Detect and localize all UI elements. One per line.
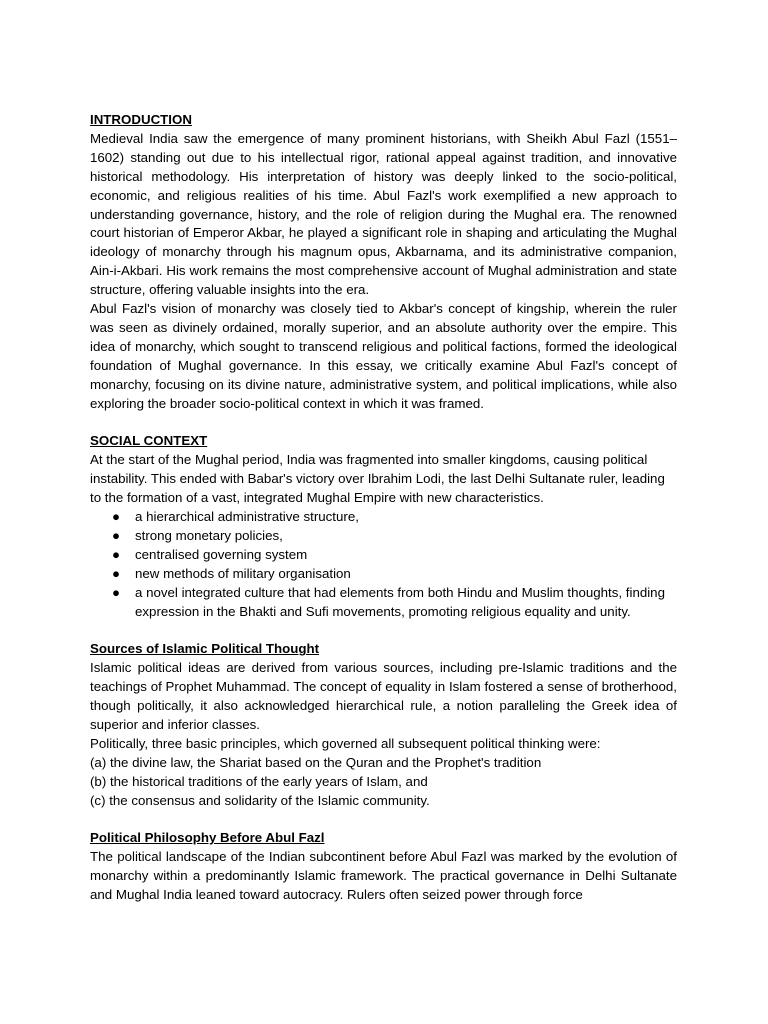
sources-line: (a) the divine law, the Shariat based on the Quran and the Prophet's tradition	[90, 754, 542, 770]
before-abul-fazl-paragraph: The political landscape of the Indian subcontinent before Abul Fazl was marked by the evolution of monarchy within a predominantly Islamic framework. The practical governance in Delhi Sultanate and Mughal India leaned toward autocracy. Rulers often seized power through force	[90, 849, 677, 903]
list-item	[90, 546, 677, 565]
social-context-heading: SOCIAL CONTEXT	[90, 433, 208, 449]
list-item-text: strong monetary policies,	[135, 527, 283, 543]
section-spacer	[90, 621, 677, 640]
list-item-text: centralised governing system	[135, 546, 308, 562]
introduction-paragraph-1: Medieval India saw the emergence of many prominent historians, with Sheikh Abul Fazl (1551–1602) standing out due to his intellectual rigor, rational appeal against tradition, and innovative historical methodology. His interpretation of history was deeply linked to the socio-political, economic, and religious realities of his time. Abul Fazl's work exemplified a new approach to understanding governance, history, and the role of religion during the Mughal era. The renowned court historian of Emperor Akbar, he played a significant role in shaping and articulating the Mughal ideology of monarchy through his magnum opus, Akbarnama, and its administrative companion, Ain-i-Akbari. His work remains the most comprehensive account of Mughal administration and state structure, offering valuable insights into the era.	[90, 130, 677, 298]
sources-line: (b) the historical traditions of the early years of Islam, and	[90, 773, 428, 789]
sources-line: (c) the consensus and solidarity of the Islamic community.	[90, 792, 430, 808]
bullet-icon: ●	[112, 509, 121, 525]
list-item	[90, 527, 677, 546]
sources-line: Politically, three basic principles, which governed all subsequent political thinking were:	[90, 735, 601, 751]
characteristics-list	[90, 508, 677, 621]
list-item	[90, 508, 677, 527]
bullet-icon: ●	[112, 584, 121, 600]
section-spacer	[90, 414, 677, 433]
section-spacer	[90, 811, 677, 830]
list-item-text: a novel integrated culture that had elements from both Hindu and Muslim thoughts, finding expression in the Bhakti and Sufi movements, promoting religious equality and unity.	[135, 584, 665, 619]
bullet-icon: ●	[112, 527, 121, 543]
before-abul-fazl-heading: Political Philosophy Before Abul Fazl	[90, 830, 325, 846]
list-item-text: new methods of military organisation	[135, 565, 351, 581]
bullet-icon: ●	[112, 546, 121, 562]
sources-heading: Sources of Islamic Political Thought	[90, 641, 320, 657]
list-item	[90, 584, 677, 622]
list-item	[90, 565, 677, 584]
document-page	[90, 111, 677, 905]
social-context-paragraph: At the start of the Mughal period, India was fragmented into smaller kingdoms, causing political instability. This ended with Babar's victory over Ibrahim Lodi, the last Delhi Sultanate ruler, leading to the formation of a vast, integrated Mughal Empire with new characteristics.	[90, 452, 665, 506]
sources-paragraph: Islamic political ideas are derived from various sources, including pre-Islamic traditions and the teachings of Prophet Muhammad. The concept of equality in Islam fostered a sense of brotherhood, though politically, it also acknowledged hierarchical rule, a notion paralleling the Greek idea of superior and inferior classes.	[90, 660, 677, 732]
list-item-text: a hierarchical administrative structure,	[135, 509, 359, 525]
bullet-icon: ●	[112, 565, 121, 581]
introduction-heading: INTRODUCTION	[90, 112, 192, 127]
introduction-paragraph-2: Abul Fazl's vision of monarchy was closely tied to Akbar's concept of kingship, wherein the ruler was seen as divinely ordained, morally superior, and an absolute authority over the empire. This idea of monarchy, which sought to transcend religious and political factions, formed the ideological foundation of Mughal governance. In this essay, we critically examine Abul Fazl's concept of monarchy, focusing on its divine nature, administrative system, and political implications, while also exploring the broader socio-political context in which it was framed.	[90, 301, 677, 411]
